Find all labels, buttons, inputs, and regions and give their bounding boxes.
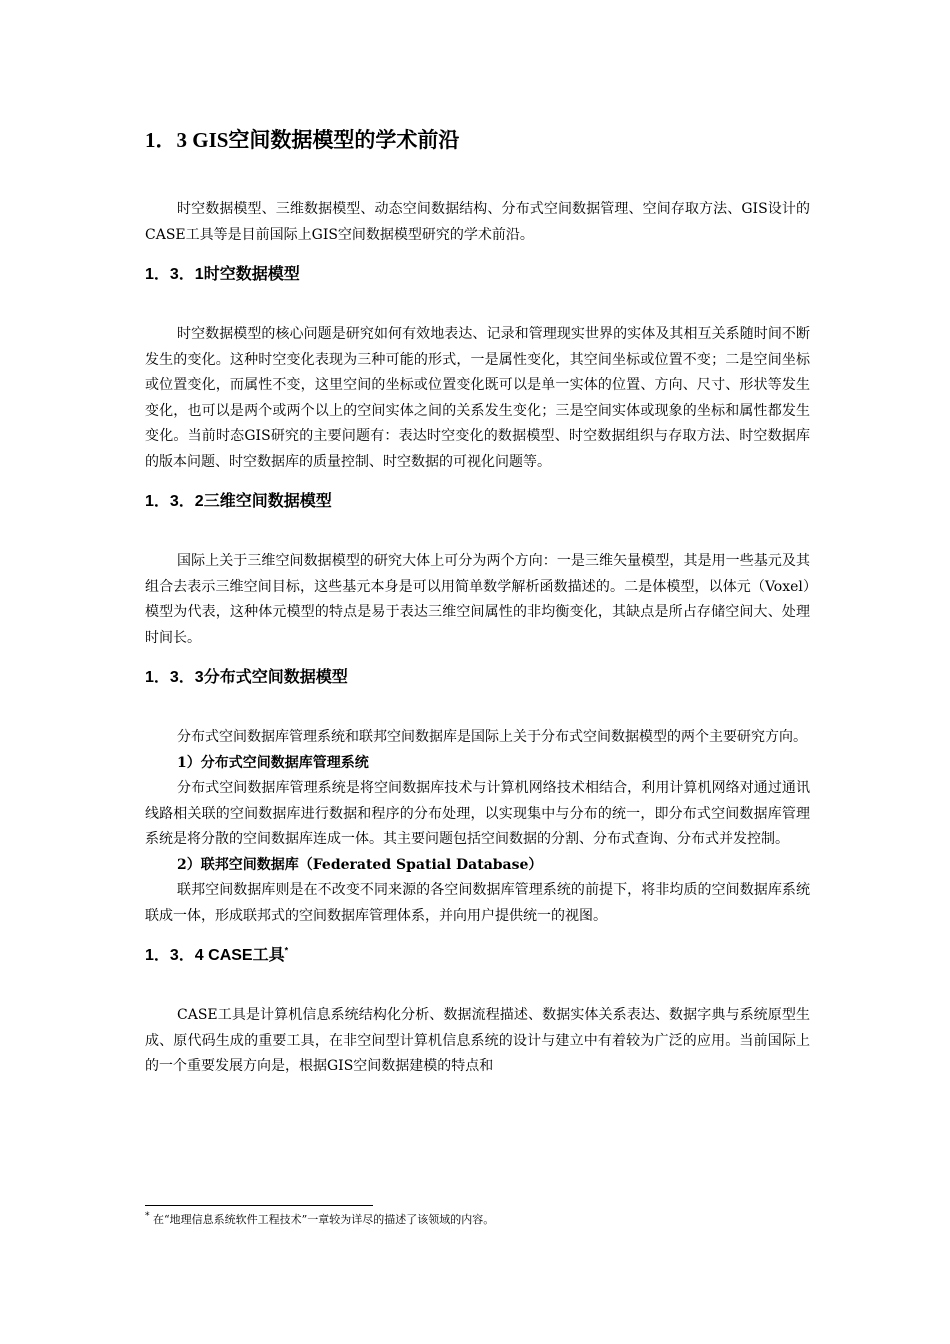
footnote [145, 1212, 494, 1228]
paragraph-distributed-dbms: 分布式空间数据库管理系统是将空间数据库技术与计算机网络技术相结合，利用计算机网络对通过通讯线路相关联的空间数据库进行数据和程序的分布处理，以实现集中与分布的统一，即分布式空间数据库管理系统是将分散的空间数据库连成一体。其主要问题包括空间数据的分割、分布式查询、分布式并发控制。 [145, 780, 810, 847]
subheading-distributed-dbms: 1）分布式空间数据库管理系统 [177, 754, 369, 771]
paragraph-spatiotemporal-model: 时空数据模型的核心问题是研究如何有效地表达、记录和管理现实世界的实体及其相互关系随时间不断发生的变化。这种时空变化表现为三种可能的形式，一是属性变化，其空间坐标或位置不变；二是空间坐标或位置变化，而属性不变，这里空间的坐标或位置变化既可以是单一实体的位置、方向、尺寸、形状等发生变化，也可以是两个或两个以上的空间实体之间的关系发生变化；三是空间实体或现象的坐标和属性都发生变化。当前时态GIS研究的主要问题有：表达时空变化的数据模型、时空数据组织与存取方法、时空数据库的版本问题、时空数据库的质量控制、时空数据的可视化问题等。 [145, 326, 810, 470]
heading-3d-model: 1．3．2三维空间数据模型 [145, 493, 332, 510]
paragraph-federated-db: 联邦空间数据库则是在不改变不同来源的各空间数据库管理系统的前提下，将非均质的空间数据库系统联成一体，形成联邦式的空间数据库管理体系，并向用户提供统一的视图。 [145, 882, 810, 924]
footnote-mark: * [145, 1211, 150, 1222]
footnote-reference-mark: * [284, 945, 289, 956]
footnote-separator [145, 1205, 373, 1206]
paragraph-3d-model: 国际上关于三维空间数据模型的研究大体上可分为两个方向：一是三维矢量模型，其是用一些基元及其组合去表示三维空间目标，这些基元本身是可以用简单数学解析函数描述的。二是体模型，以体元（Voxel）模型为代表，这种体元模型的特点是易于表达三维空间属性的非均衡变化，其缺点是所占存储空间大、处理时间长。 [145, 553, 810, 646]
heading-spatiotemporal-model: 1．3．1时空数据模型 [145, 266, 300, 283]
heading-case-tools [145, 943, 810, 969]
footnote-text: 在“地理信息系统软件工程技术”一章较为详尽的描述了该领域的内容。 [149, 1213, 495, 1226]
intro-paragraph: 时空数据模型、三维数据模型、动态空间数据结构、分布式空间数据管理、空间存取方法、GIS设计的CASE工具等是目前国际上GIS空间数据模型研究的学术前沿。 [145, 201, 810, 243]
heading-distributed-model: 1．3．3分布式空间数据模型 [145, 669, 348, 686]
paragraph-case-tools: CASE工具是计算机信息系统结构化分析、数据流程描述、数据实体关系表达、数据字典与系统原型生成、原代码生成的重要工具，在非空间型计算机信息系统的设计与建立中有着较为广泛的应用。当前国际上的一个重要发展方向是，根据GIS空间数据建模的特点和 [145, 1007, 810, 1074]
paragraph-distributed-intro: 分布式空间数据库管理系统和联邦空间数据库是国际上关于分布式空间数据模型的两个主要研究方向。 [177, 729, 807, 745]
heading-case-tools-text: 1．3．4 CASE工具 [145, 947, 285, 964]
page-content [145, 125, 810, 1080]
section-title: 1．3 GIS空间数据模型的学术前沿 [145, 128, 460, 152]
subheading-federated-db: 2）联邦空间数据库（Federated Spatial Database） [177, 856, 543, 873]
